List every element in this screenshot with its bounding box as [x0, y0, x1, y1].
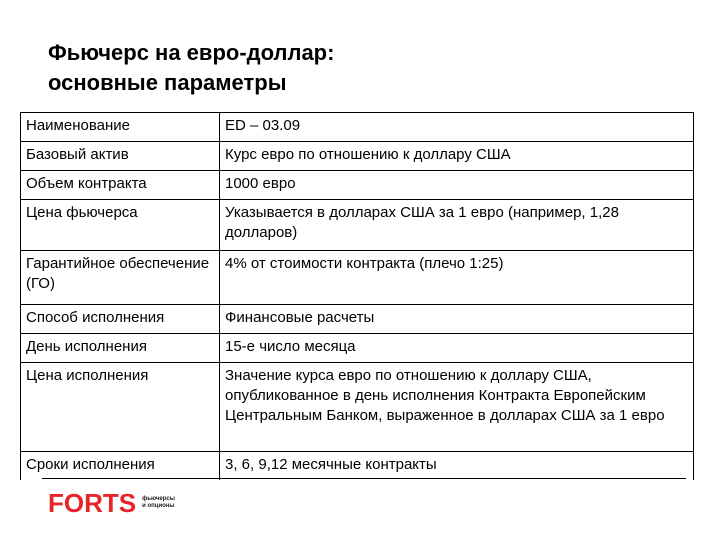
param-value: 4% от стоимости контракта (плечо 1:25): [220, 251, 694, 305]
param-value: 1000 евро: [220, 171, 694, 200]
param-value: 15-е число месяца: [220, 334, 694, 363]
param-label: Цена исполнения: [21, 363, 220, 452]
param-label: Способ исполнения: [21, 305, 220, 334]
param-value: Финансовые расчеты: [220, 305, 694, 334]
logo-subtitle: [142, 496, 175, 510]
table-row: [21, 200, 694, 251]
param-value: 3, 6, 9,12 месячные контракты: [220, 452, 694, 481]
footer-divider: [42, 478, 686, 479]
param-value: Курс евро по отношению к доллару США: [220, 142, 694, 171]
param-value: Значение курса евро по отношению к доллару США, опубликованное в день исполнения Контракта Европейским Центральным Банком, выраженное в долларах США за 1 евро: [220, 363, 694, 452]
table-row: [21, 142, 694, 171]
page-title: [48, 38, 648, 98]
logo-subtitle-line-2: и опционы: [142, 503, 175, 509]
param-label: Наименование: [21, 113, 220, 142]
table-row: [21, 305, 694, 334]
param-label: Гарантийное обеспечение (ГО): [21, 251, 220, 305]
title-line-1: Фьючерс на евро-доллар:: [48, 40, 335, 65]
title-line-2: основные параметры: [48, 70, 287, 95]
logo-wordmark: FORTS: [48, 488, 137, 518]
param-value: Указывается в долларах США за 1 евро (например, 1,28 долларов): [220, 200, 694, 251]
forts-logo: [48, 488, 175, 518]
logo-subtitle-line-1: фьючерсы: [142, 496, 175, 502]
param-label: Объем контракта: [21, 171, 220, 200]
table-row: [21, 363, 694, 452]
table-row: [21, 171, 694, 200]
table-row: [21, 251, 694, 305]
table-row: [21, 452, 694, 481]
parameters-table: [20, 112, 694, 480]
param-value: ED – 03.09: [220, 113, 694, 142]
param-label: Базовый актив: [21, 142, 220, 171]
table-row: [21, 334, 694, 363]
param-label: Цена фьючерса: [21, 200, 220, 251]
param-label: Сроки исполнения: [21, 452, 220, 481]
param-label: День исполнения: [21, 334, 220, 363]
table-row: [21, 113, 694, 142]
